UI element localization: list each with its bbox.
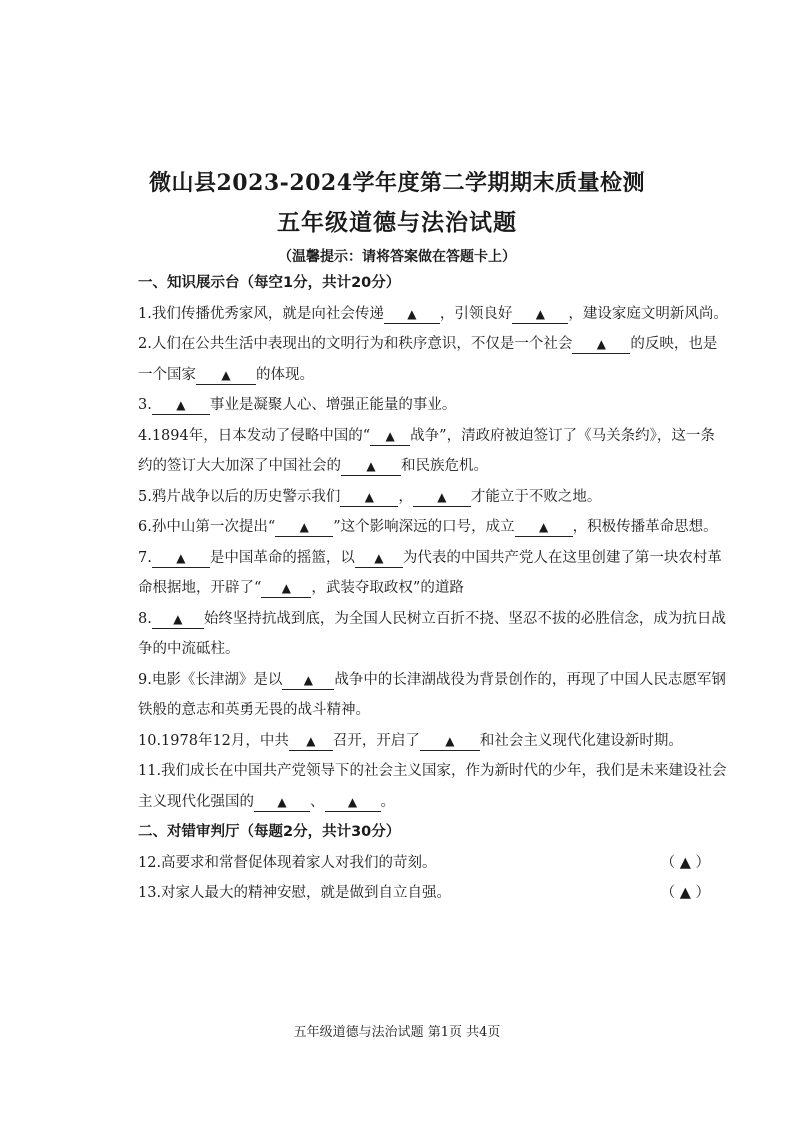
triangle-icon: ▲ — [306, 733, 316, 748]
answer-paren: （ ▲ ） — [660, 854, 710, 871]
question-text: 的反映，也是一个国家 — [138, 336, 718, 383]
exam-title: 微山县2023-2024学年度第二学期期末质量检测 — [148, 170, 646, 196]
triangle-icon: ▲ — [535, 306, 545, 321]
question-10 — [138, 726, 728, 757]
triangle-icon: ▲ — [539, 520, 549, 534]
triangle-icon: ▲ — [347, 794, 358, 809]
answer-blank — [420, 732, 480, 751]
question-4 — [138, 421, 728, 482]
exam-note: （温馨提示：请将答案做在答题卡上） — [278, 249, 516, 265]
triangle-icon: ▲ — [176, 398, 186, 412]
exam-subtitle: 五年级道德与法治试题 — [277, 209, 517, 236]
question-text: 始终坚持抗战到底，为全国人民树立百折不挠、坚忍不拔的必胜信念，成为抗日战争的中流砥柱。 — [138, 610, 726, 657]
answer-blank — [370, 427, 410, 446]
question-11 — [138, 756, 728, 817]
question-text: 是中国革命的摇篮，以 — [209, 549, 355, 566]
answer-paren: （ ▲ ） — [660, 885, 710, 901]
question-text: 13.对家人最大的精神安慰，就是做到自立自强。 — [138, 885, 452, 901]
question-text: 5.鸦片战争以后的历史警示我们 — [138, 488, 341, 505]
answer-blank — [413, 488, 471, 507]
answer-blank — [275, 518, 333, 537]
triangle-icon: ▲ — [277, 794, 287, 809]
answer-blank — [355, 549, 403, 568]
answer-blank — [384, 305, 440, 324]
question-text: 9.电影《长津湖》是以 — [138, 671, 283, 688]
answer-blank — [515, 518, 573, 537]
triangle-icon: ▲ — [281, 581, 292, 595]
question-5 — [138, 482, 728, 513]
question-text: 4.1894年，日本发动了侵略中国的“ — [138, 427, 371, 444]
triangle-icon: ▲ — [173, 611, 183, 626]
triangle-icon: ▲ — [437, 489, 447, 504]
triangle-icon: ▲ — [385, 428, 395, 443]
answer-blank — [152, 549, 210, 568]
answer-blank — [512, 305, 568, 324]
question-2 — [138, 329, 728, 390]
question-text: 12.高要求和常督促体现着家人对我们的苛刻。 — [138, 854, 437, 871]
question-text: 7. — [138, 549, 152, 566]
answer-blank — [572, 335, 630, 354]
answer-blank — [152, 610, 204, 629]
question-13 — [138, 878, 728, 909]
question-text: 10.1978年12月，中共 — [138, 732, 289, 749]
question-text: ， — [398, 488, 413, 505]
triangle-icon: ▲ — [299, 520, 309, 534]
question-text: 6.孙中山第一次提出“ — [138, 519, 276, 535]
question-text: 事业是凝聚人心、增强正能量的事业。 — [209, 397, 457, 413]
question-6 — [138, 512, 728, 543]
answer-blank — [282, 671, 334, 690]
section1-heading: 一、知识展示台（每空1分，共计20分） — [138, 275, 401, 291]
question-text: ，引领良好 — [439, 305, 513, 322]
triangle-icon: ▲ — [303, 672, 313, 687]
answer-blank — [340, 488, 398, 507]
question-text: ，积极传播革命思想。 — [572, 519, 718, 535]
answer-blank — [261, 579, 311, 598]
question-text: 和民族危机。 — [401, 458, 488, 474]
question-text: 11.我们成长在中国共产党领导下的社会主义国家，作为新时代的少年，我们是未来建设社会主义现代化强国的 — [138, 763, 727, 810]
question-text: 、 — [310, 793, 325, 810]
question-text: ”这个影响深远的口号，成立 — [333, 519, 515, 535]
question-text: 。 — [380, 793, 395, 810]
answer-blank — [152, 396, 210, 415]
question-text: 2.人们在公共生活中表现出的文明行为和秩序意识，不仅是一个社会 — [138, 336, 573, 352]
triangle-icon: ▲ — [445, 733, 455, 748]
triangle-icon: ▲ — [374, 550, 384, 565]
triangle-icon: ▲ — [176, 550, 186, 565]
triangle-icon: ▲ — [407, 306, 417, 321]
question-text: 召开，开启了 — [332, 732, 420, 749]
question-8 — [138, 604, 728, 665]
question-text: 战争”，清政府被迫签订了《马关条约》，这一条约的签订大大加深了中国社会的 — [138, 427, 715, 474]
question-text: 为代表的中国共产党人在这里创建了第一块农村革命根据地，开辟了“ — [138, 549, 722, 596]
question-text: 8. — [138, 610, 152, 627]
question-7 — [138, 543, 728, 604]
page-footer: 五年级道德与法治试题 第1页 共4页 — [293, 1025, 501, 1040]
question-text: 才能立于不败之地。 — [470, 488, 602, 505]
question-1 — [138, 299, 728, 330]
question-text: 的体现。 — [256, 366, 314, 383]
answer-blank — [289, 732, 333, 751]
question-text: ，建设家庭文明新风尚。 — [568, 305, 728, 322]
answer-blank — [254, 793, 310, 812]
question-text: 3. — [138, 397, 152, 413]
question-text: 和社会主义现代化建设新时期。 — [479, 732, 683, 749]
triangle-icon: ▲ — [366, 459, 376, 473]
answer-blank — [341, 457, 401, 476]
question-9 — [138, 665, 728, 726]
answer-blank — [325, 793, 381, 812]
triangle-icon: ▲ — [221, 367, 231, 382]
question-3 — [138, 390, 728, 421]
exam-content — [138, 268, 728, 909]
question-text: ，武装夺取政权”的道路 — [311, 580, 464, 596]
question-12 — [138, 848, 728, 879]
section2-heading: 二、对错审判厅（每题2分，共计30分） — [138, 824, 401, 840]
question-text: 1.我们传播优秀家风，就是向社会传递 — [138, 305, 384, 322]
answer-blank — [196, 366, 256, 385]
triangle-icon: ▲ — [364, 489, 374, 504]
question-text: 战争中的长津湖战役为背景创作的，再现了中国人民志愿军钢铁般的意志和英勇无畏的战斗精神。 — [138, 671, 726, 718]
triangle-icon: ▲ — [596, 337, 606, 351]
